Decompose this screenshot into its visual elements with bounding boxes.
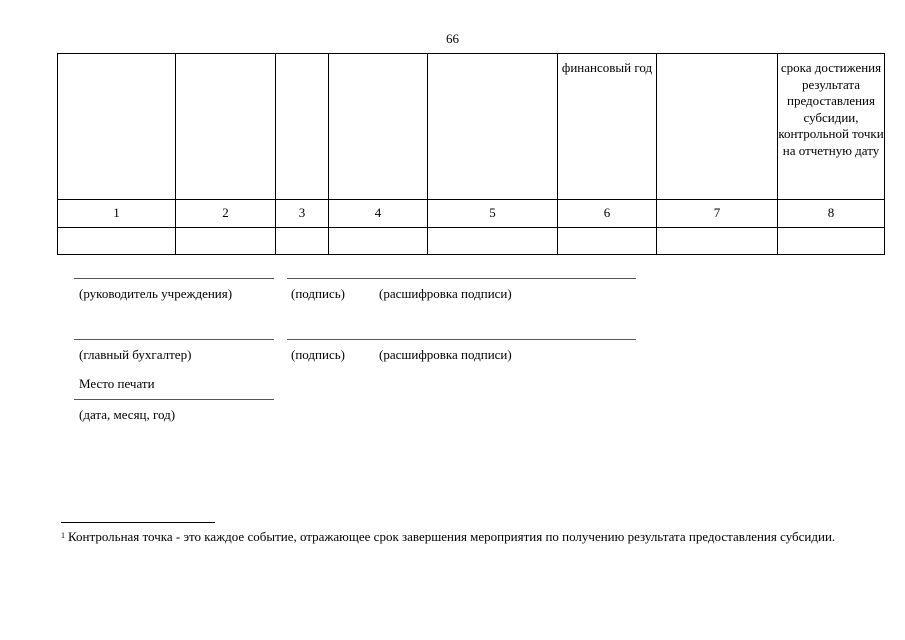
table-cell[interactable]: [778, 228, 885, 255]
report-table: [57, 53, 885, 255]
footnote-text: Контрольная точка - это каждое событие, отражающее срок завершения мероприятия по получению результата предоставления субсидии.: [68, 529, 836, 544]
footnote-divider: [61, 522, 215, 523]
head-signature-line[interactable]: [74, 278, 274, 279]
accountant-decode-line[interactable]: [287, 339, 636, 340]
accountant-label: (главный бухгалтер): [79, 347, 192, 362]
table-cell[interactable]: [276, 228, 329, 255]
column-number: 8: [778, 200, 885, 228]
date-label: (дата, месяц, год): [79, 407, 176, 422]
header-cell-financial-year: финансовый год: [558, 54, 657, 200]
column-number: 4: [329, 200, 428, 228]
accountant-sign-label: (подпись): [291, 347, 345, 362]
header-cell: [176, 54, 276, 200]
column-number: 7: [657, 200, 778, 228]
column-number: 3: [276, 200, 329, 228]
header-cell: [276, 54, 329, 200]
table-header-row: [58, 54, 885, 200]
head-sign-label: (подпись): [291, 286, 345, 301]
header-cell: [428, 54, 558, 200]
header-cell: [657, 54, 778, 200]
accountant-signature-line[interactable]: [74, 339, 274, 340]
column-number: 1: [58, 200, 176, 228]
table-row: [58, 228, 885, 255]
table-cell[interactable]: [58, 228, 176, 255]
date-line[interactable]: [74, 399, 274, 400]
header-cell-deadline: срока достижения результата предоставления субсидии, контрольной точки на отчетную дату: [778, 54, 885, 200]
column-number: 5: [428, 200, 558, 228]
head-decode-label: (расшифровка подписи): [379, 286, 512, 301]
column-number-row: [58, 200, 885, 228]
header-cell: [329, 54, 428, 200]
head-label: (руководитель учреждения): [79, 286, 233, 301]
footnote: [61, 528, 861, 545]
table-cell[interactable]: [428, 228, 558, 255]
table-cell[interactable]: [558, 228, 657, 255]
stamp-label: Место печати: [79, 376, 155, 391]
table-cell[interactable]: [176, 228, 276, 255]
column-number: 6: [558, 200, 657, 228]
accountant-decode-label: (расшифровка подписи): [379, 347, 512, 362]
column-number: 2: [176, 200, 276, 228]
table-cell[interactable]: [657, 228, 778, 255]
header-cell: [58, 54, 176, 200]
head-decode-line[interactable]: [287, 278, 636, 279]
page-number: 66: [446, 31, 459, 46]
footnote-marker: 1: [61, 531, 65, 540]
table-cell[interactable]: [329, 228, 428, 255]
